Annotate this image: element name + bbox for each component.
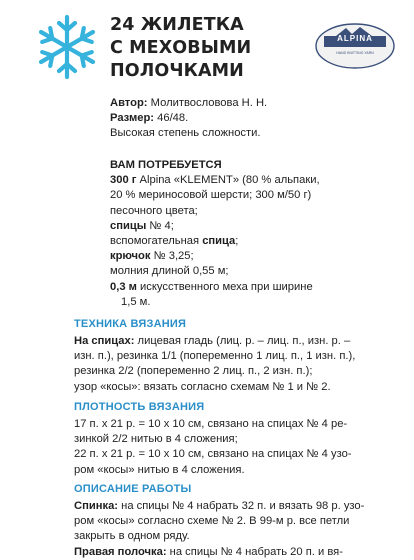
fur-line (110, 280, 406, 295)
aux-end: ; (235, 235, 239, 248)
back-label: Спинка: (74, 500, 119, 512)
right-front-line (74, 545, 406, 560)
density-line: ром «косы» нитью в 4 сложения. (74, 463, 245, 476)
hook-line (110, 249, 406, 264)
description-body (74, 499, 406, 560)
author-label: Автор: (110, 97, 148, 109)
right-front-text: на спицы № 4 набрать 20 п. и вя- (166, 545, 343, 558)
needles-line (110, 219, 406, 234)
brand-logo (314, 22, 396, 70)
technique-line: резинка 2/2 (попеременно 2 лиц. п., 2 изн. п.); (74, 365, 313, 378)
size-line (110, 111, 406, 126)
density-line: 22 п. х 21 р. = 10 х 10 см, связано на спицах № 4 узо- (74, 448, 352, 461)
yarn-line (110, 173, 406, 188)
title-line: ПОЛОЧКАМИ (110, 61, 244, 81)
aux-bold: спица (202, 235, 236, 248)
yarn-line: песочного цвета; (110, 204, 198, 217)
needles-label: спицы (110, 219, 147, 232)
technique-text: лицевая гладь (лиц. р. – лиц. п., изн. р. – (134, 335, 351, 347)
author-line (110, 96, 406, 111)
density-heading: ПЛОТНОСТЬ ВЯЗАНИЯ (74, 401, 205, 413)
technique-lead: На спицах: (74, 335, 135, 347)
difficulty-line: Высокая степень сложности. (110, 127, 261, 140)
back-line (74, 499, 406, 514)
back-line: ром «косы» согласно схеме № 2. В 99-м р. все петли (74, 515, 350, 528)
logo-text: ALPINA (337, 34, 373, 43)
yarn-amount: 300 г (110, 174, 137, 187)
right-front-label: Правая полочка: (74, 545, 167, 558)
aux-text: вспомогательная (110, 235, 203, 248)
materials-block (110, 158, 406, 310)
technique-body (74, 334, 406, 395)
title-line: 24 ЖИЛЕТКА (110, 15, 244, 35)
technique-line (74, 334, 406, 349)
fur-amount: 0,3 м (110, 280, 137, 293)
size-label: Размер: (110, 112, 155, 125)
yarn-desc: Alpina «KLEMENT» (80 % альпаки, (136, 174, 320, 187)
technique-line: изн. п.), резинка 1/1 (попеременно 1 лиц. п., 1 изн. п.), (74, 350, 356, 363)
materials-heading: ВАМ ПОТРЕБУЕТСЯ (110, 159, 222, 171)
title-line: С МЕХОВЫМИ (110, 38, 252, 58)
density-body (74, 417, 406, 478)
back-line: закрыть в одном ряду. (74, 530, 190, 543)
snowflake-icon (34, 14, 100, 80)
author-block (110, 96, 406, 142)
yarn-line: 20 % мериносовой шерсти; 300 м/50 г) (110, 189, 312, 202)
zipper-line: молния длиной 0,55 м; (110, 265, 229, 278)
hook-label: крючок (110, 250, 151, 263)
size-value: 46/48. (154, 112, 189, 125)
needles-value: № 4; (146, 219, 174, 232)
description-heading: ОПИСАНИЕ РАБОТЫ (74, 483, 192, 495)
hook-value: № 3,25; (150, 250, 194, 263)
technique-line: узор «косы»: вязать согласно схемам № 1 и № 2. (74, 380, 331, 393)
page-title (110, 14, 310, 83)
back-text: на спицы № 4 набрать 32 п. и вязать 98 р. узо- (118, 500, 365, 512)
aux-needle-line (110, 234, 406, 249)
logo-emblem-icon (314, 22, 396, 70)
fur-desc: искусственного меха при ширине (136, 280, 313, 293)
author-value: Молитвословова Н. Н. (147, 97, 268, 109)
fur-line: 1,5 м. (121, 295, 151, 308)
density-line: 17 п. х 21 р. = 10 х 10 см, связано на спицах № 4 ре- (74, 418, 348, 430)
density-line: зинкой 2/2 нитью в 4 сложения; (74, 433, 238, 446)
logo-subtext: HAND KNITTING YARN (336, 51, 374, 55)
technique-heading: ТЕХНИКА ВЯЗАНИЯ (74, 318, 187, 330)
